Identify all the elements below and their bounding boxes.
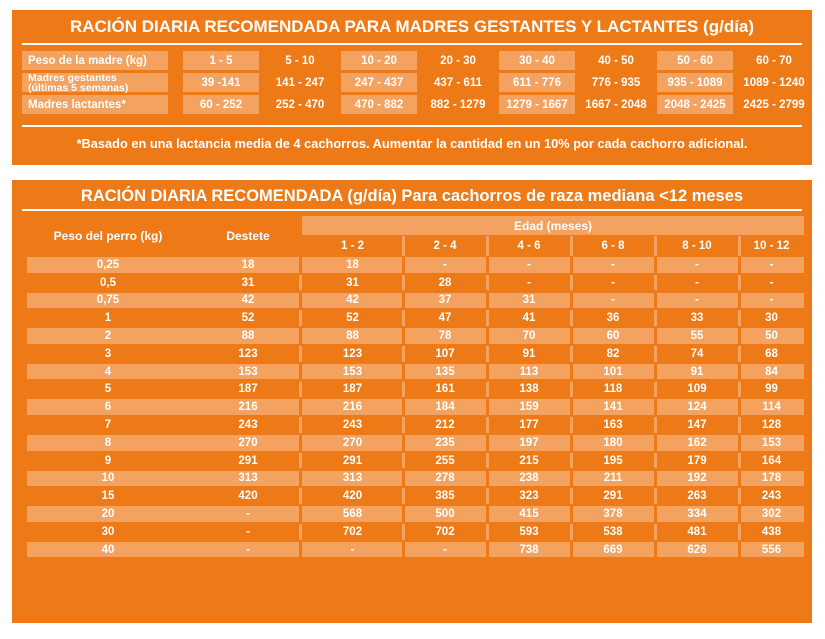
weight-cell: 3 (104, 347, 112, 360)
age-value-cell: 243 (761, 490, 782, 503)
column-divider (654, 542, 657, 558)
weight-row-cell: 50 - 60 (657, 51, 733, 70)
column-divider (570, 257, 573, 273)
column-divider (654, 435, 657, 451)
column-divider (738, 364, 741, 380)
column-divider (486, 453, 489, 469)
age-value-cell: 138 (519, 383, 539, 396)
age-value-cell: 91 (690, 365, 704, 378)
pregnant-row-cell: 39 -141 (183, 73, 259, 92)
table-row (27, 310, 804, 326)
age-value-cell: 68 (765, 347, 778, 360)
age-value-cell: 187 (342, 383, 363, 396)
weaning-cell: 31 (241, 276, 255, 289)
lactating-row-cell: 1279 - 1667 (499, 95, 575, 114)
weaning-cell: - (246, 507, 250, 520)
age-value-cell: 243 (342, 418, 363, 431)
table-row (27, 435, 804, 451)
age-value-cell: 212 (435, 418, 455, 431)
column-divider (570, 364, 573, 380)
age-value-cell: - (611, 258, 615, 271)
age-value-cell: 538 (603, 525, 623, 538)
age-value-cell: - (611, 294, 615, 307)
age-value-cell: 128 (761, 418, 782, 431)
weight-cell: 1 (104, 312, 112, 325)
table-row (27, 453, 804, 469)
lactating-row (22, 95, 805, 114)
column-divider (738, 471, 741, 487)
age-value-cell: - (769, 294, 774, 307)
column-divider (570, 488, 573, 504)
age-value-cell: 113 (519, 365, 539, 378)
column-divider (654, 364, 657, 380)
pregnant-label-line2: (últimas 5 semanas) (28, 81, 129, 94)
weight-column-header: Peso del perro (kg) (53, 229, 163, 243)
column-divider (570, 453, 573, 469)
column-divider (486, 310, 489, 326)
weaning-cell: 420 (238, 490, 258, 503)
puppies-ration-panel (12, 180, 812, 623)
column-divider (654, 471, 657, 487)
pregnant-row-cell: 776 - 935 (591, 76, 641, 89)
age-value-cell: 313 (342, 472, 363, 485)
weight-cell: 6 (104, 401, 112, 414)
table-row (27, 275, 804, 291)
age-value-cell: 55 (690, 329, 704, 342)
table-row (27, 382, 804, 398)
column-divider (738, 435, 741, 451)
column-divider (486, 399, 489, 415)
weight-row-cell: 10 - 20 (341, 51, 417, 70)
mothers-table-title: RACIÓN DIARIA RECOMENDADA PARA MADRES GESTANTES Y LACTANTES (g/día) (69, 17, 755, 36)
title-divider (22, 43, 802, 45)
column-divider (570, 236, 573, 256)
age-value-cell: 738 (519, 543, 539, 556)
age-value-cell: 556 (761, 543, 782, 556)
age-value-cell: 178 (761, 472, 782, 485)
age-value-cell: - (769, 276, 774, 289)
weaning-cell: 88 (241, 329, 255, 342)
weight-cell: 30 (101, 525, 115, 538)
column-divider (738, 399, 741, 415)
age-value-cell: 84 (765, 365, 778, 378)
weaning-cell: 291 (238, 454, 258, 467)
age-value-cell: 70 (522, 329, 536, 342)
age-value-cell: 568 (342, 507, 363, 520)
column-divider (570, 417, 573, 433)
age-value-cell: 291 (603, 490, 623, 503)
age-value-cell: 82 (606, 347, 620, 360)
table-row (27, 257, 804, 273)
column-divider (654, 453, 657, 469)
column-divider (402, 257, 405, 273)
age-value-cell: 109 (687, 383, 707, 396)
pregnant-row-cell: 437 - 611 (434, 76, 482, 89)
weight-row-cell: 40 - 50 (598, 54, 634, 67)
pregnant-row-cell: 141 - 247 (275, 76, 325, 89)
age-value-cell: 37 (438, 294, 452, 307)
column-divider (654, 417, 657, 433)
weight-cell: 0,25 (96, 258, 120, 271)
column-divider (486, 471, 489, 487)
age-value-cell: 28 (438, 276, 452, 289)
lactating-row-label: Madres lactantes* (22, 95, 168, 114)
age-value-cell: - (611, 276, 615, 289)
table-row (27, 417, 804, 433)
age-range-header-row (302, 236, 804, 256)
column-divider (654, 382, 657, 398)
weaning-cell: 42 (241, 294, 255, 307)
age-value-cell: 33 (690, 312, 704, 325)
column-divider (402, 471, 405, 487)
age-value-cell: 263 (687, 490, 707, 503)
mothers-ration-panel (12, 10, 812, 165)
column-divider (402, 417, 405, 433)
age-range-header: 2 - 4 (433, 240, 457, 252)
age-value-cell: 118 (603, 383, 623, 396)
column-divider (402, 453, 405, 469)
weight-cell: 40 (101, 543, 115, 556)
age-value-cell: 124 (687, 401, 707, 414)
column-divider (402, 310, 405, 326)
column-divider (570, 435, 573, 451)
table-row (27, 488, 804, 504)
weaning-cell: 18 (241, 258, 255, 271)
age-value-cell: 702 (342, 525, 363, 538)
column-divider (738, 275, 741, 291)
pregnant-row-cell: 611 - 776 (499, 73, 575, 92)
age-value-cell: 235 (435, 436, 455, 449)
age-value-cell: 626 (687, 543, 707, 556)
note-divider (22, 125, 802, 127)
age-value-cell: 669 (603, 543, 623, 556)
weight-cell: 20 (101, 507, 115, 520)
puppies-table-title: RACIÓN DIARIA RECOMENDADA (g/día) Para cachorros de raza mediana <12 meses (80, 187, 744, 205)
age-value-cell: 334 (687, 507, 707, 520)
column-divider (402, 275, 405, 291)
pregnant-row (22, 71, 805, 94)
table-row (27, 399, 804, 415)
column-divider (570, 382, 573, 398)
age-value-cell: 238 (519, 472, 539, 485)
lactating-row-cell: 2048 - 2425 (657, 95, 733, 114)
weight-cell: 0,75 (96, 294, 120, 307)
age-value-cell: - (443, 258, 447, 271)
age-value-cell: 141 (603, 401, 623, 414)
age-value-cell: 438 (761, 525, 782, 538)
column-divider (738, 453, 741, 469)
age-value-cell: 30 (765, 312, 778, 325)
weight-row-cell: 1 - 5 (183, 51, 259, 70)
age-value-cell: - (527, 276, 531, 289)
weaning-cell: 243 (238, 418, 258, 431)
age-value-cell: 420 (342, 490, 363, 503)
table-row (27, 506, 804, 522)
weight-row-cell: 30 - 40 (499, 51, 575, 70)
age-value-cell: 78 (438, 329, 452, 342)
age-value-cell: 291 (342, 454, 363, 467)
weaning-cell: 52 (241, 312, 255, 325)
age-value-cell: 47 (438, 312, 452, 325)
column-divider (402, 524, 405, 540)
lactating-row-cell: 60 - 252 (183, 95, 259, 114)
column-divider (738, 417, 741, 433)
weight-row (22, 51, 802, 70)
weight-row-cell: 5 - 10 (285, 54, 315, 67)
lactating-row-cell: 882 - 1279 (430, 98, 486, 111)
age-value-cell: - (527, 258, 531, 271)
age-value-cell: 385 (435, 490, 455, 503)
age-value-cell: 114 (762, 401, 781, 414)
pregnant-row-cell: 247 - 437 (341, 73, 417, 92)
column-divider (486, 275, 489, 291)
table-row (27, 542, 804, 558)
column-divider (486, 506, 489, 522)
age-value-cell: 99 (765, 383, 778, 396)
age-value-cell: 702 (435, 525, 455, 538)
column-divider (738, 524, 741, 540)
age-value-cell: 31 (346, 276, 359, 289)
column-divider (486, 417, 489, 433)
column-divider (654, 293, 657, 309)
table-row (27, 293, 804, 309)
column-divider (738, 346, 741, 362)
weight-row-cell: 60 - 70 (756, 54, 792, 67)
column-divider (654, 236, 657, 256)
column-divider (486, 524, 489, 540)
column-divider (402, 488, 405, 504)
column-divider (654, 399, 657, 415)
column-divider (738, 328, 741, 344)
column-divider (738, 310, 741, 326)
column-divider (570, 346, 573, 362)
column-divider (654, 506, 657, 522)
weaning-cell: 153 (238, 365, 258, 378)
age-value-cell: - (695, 258, 699, 271)
weaning-cell: 216 (238, 401, 258, 414)
column-divider (402, 542, 405, 558)
age-value-cell: - (350, 543, 355, 556)
age-range-header: 10 - 12 (753, 240, 790, 252)
age-value-cell: 195 (603, 454, 623, 467)
column-divider (402, 236, 405, 256)
column-divider (738, 257, 741, 273)
age-value-cell: 50 (765, 329, 778, 342)
age-value-cell: 323 (519, 490, 539, 503)
column-divider (486, 542, 489, 558)
weight-cell: 8 (104, 436, 112, 449)
column-divider (570, 506, 573, 522)
age-value-cell: 88 (346, 329, 359, 342)
age-value-cell: 153 (342, 365, 363, 378)
age-value-cell: - (769, 258, 774, 271)
age-value-cell: 481 (687, 525, 707, 538)
pregnant-row-cell: 935 - 1089 (657, 73, 733, 92)
column-divider (738, 236, 741, 256)
column-divider (654, 257, 657, 273)
column-divider (654, 275, 657, 291)
weight-cell: 0,5 (100, 276, 116, 289)
column-divider (402, 382, 405, 398)
age-value-cell: 60 (606, 329, 620, 342)
age-value-cell: 378 (603, 507, 623, 520)
age-value-cell: 42 (346, 294, 359, 307)
weight-cell: 4 (104, 365, 112, 378)
weight-cell: 10 (101, 472, 115, 485)
column-divider (570, 310, 573, 326)
column-divider (486, 257, 489, 273)
age-value-cell: 593 (519, 525, 539, 538)
age-value-cell: 18 (346, 258, 359, 271)
column-divider (654, 328, 657, 344)
column-divider (402, 293, 405, 309)
column-divider (570, 293, 573, 309)
column-divider (486, 364, 489, 380)
column-divider (738, 506, 741, 522)
age-range-header: 1 - 2 (340, 240, 364, 252)
column-divider (570, 275, 573, 291)
weight-row-label: Peso de la madre (kg) (22, 51, 168, 70)
age-value-cell: - (695, 294, 699, 307)
pregnant-label-line1: Madres gestantes (28, 71, 117, 84)
age-value-cell: 147 (687, 418, 707, 431)
age-value-cell: 74 (690, 347, 704, 360)
age-value-cell: 211 (603, 472, 623, 485)
table-row (27, 346, 804, 362)
age-value-cell: 107 (435, 347, 455, 360)
weight-cell: 7 (104, 418, 112, 431)
age-value-cell: 255 (435, 454, 455, 467)
column-divider (654, 524, 657, 540)
column-divider (402, 399, 405, 415)
weaning-cell: - (246, 543, 250, 556)
age-value-cell: 197 (519, 436, 539, 449)
pregnant-row-cell: 1089 - 1240 (743, 76, 805, 89)
age-value-cell: 500 (435, 507, 455, 520)
age-value-cell: 302 (761, 507, 782, 520)
age-value-cell: 123 (342, 347, 363, 360)
weight-cell: 5 (104, 383, 112, 396)
weaning-cell: 313 (238, 472, 258, 485)
column-divider (738, 293, 741, 309)
age-value-cell: 415 (519, 507, 539, 520)
column-divider (402, 328, 405, 344)
column-divider (654, 488, 657, 504)
age-value-cell: 179 (687, 454, 707, 467)
weight-cell: 9 (104, 454, 112, 467)
age-value-cell: 36 (606, 312, 620, 325)
column-divider (486, 382, 489, 398)
column-divider (570, 542, 573, 558)
age-value-cell: 153 (761, 436, 782, 449)
column-divider (570, 328, 573, 344)
weaning-cell: 123 (238, 347, 258, 360)
age-value-cell: 52 (346, 312, 359, 325)
age-value-cell: 135 (435, 365, 455, 378)
weight-cell: 15 (101, 490, 115, 503)
table-row (27, 328, 804, 344)
lactating-row-cell: 2425 - 2799 (743, 98, 805, 111)
column-divider (402, 346, 405, 362)
weaning-cell: 270 (238, 436, 258, 449)
column-divider (486, 435, 489, 451)
age-value-cell: 101 (603, 365, 623, 378)
age-value-cell: 161 (435, 383, 455, 396)
column-divider (654, 310, 657, 326)
pregnant-row-label (22, 73, 168, 92)
age-range-header: 4 - 6 (517, 240, 541, 252)
column-divider (570, 524, 573, 540)
table-row (27, 364, 804, 380)
age-value-cell: 177 (519, 418, 539, 431)
weight-cell: 2 (104, 329, 112, 342)
lactating-row-cell: 252 - 470 (275, 98, 325, 111)
column-divider (486, 346, 489, 362)
age-value-cell: 31 (522, 294, 536, 307)
age-value-cell: 164 (761, 454, 782, 467)
column-divider (486, 328, 489, 344)
weight-row-cell: 20 - 30 (440, 54, 476, 67)
column-divider (570, 471, 573, 487)
column-divider (738, 488, 741, 504)
age-value-cell: - (695, 276, 699, 289)
litter-note: *Basado en una lactancia media de 4 cachorros. Aumentar la cantidad en un 10% por cada cachorro adicional. (76, 136, 748, 151)
column-divider (402, 364, 405, 380)
column-divider (402, 506, 405, 522)
age-value-cell: 41 (522, 312, 536, 325)
table-row (27, 524, 804, 540)
age-value-cell: 91 (522, 347, 536, 360)
table-row (27, 471, 804, 487)
column-divider (402, 435, 405, 451)
age-value-cell: 192 (687, 472, 707, 485)
age-group-header: Edad (meses) (302, 216, 804, 235)
age-range-header: 6 - 8 (601, 240, 625, 252)
age-value-cell: 184 (435, 401, 455, 414)
lactating-row-cell: 1667 - 2048 (585, 98, 647, 111)
age-value-cell: 215 (519, 454, 539, 467)
lactating-row-cell: 470 - 882 (341, 95, 417, 114)
column-divider (738, 542, 741, 558)
weaning-cell: 187 (238, 383, 258, 396)
age-value-cell: 159 (519, 401, 539, 414)
column-divider (486, 293, 489, 309)
age-value-cell: 163 (603, 418, 623, 431)
column-divider (738, 382, 741, 398)
age-value-cell: 180 (603, 436, 623, 449)
age-value-cell: - (443, 543, 447, 556)
title-divider (22, 209, 802, 211)
column-divider (486, 236, 489, 256)
column-divider (486, 488, 489, 504)
age-value-cell: 216 (342, 401, 363, 414)
age-value-cell: 162 (687, 436, 707, 449)
weaning-cell: - (246, 525, 250, 538)
weaning-column-header: Destete (226, 229, 270, 243)
age-value-cell: 270 (342, 436, 363, 449)
column-divider (570, 399, 573, 415)
age-value-cell: 278 (435, 472, 455, 485)
age-range-header: 8 - 10 (682, 240, 712, 252)
column-divider (654, 346, 657, 362)
